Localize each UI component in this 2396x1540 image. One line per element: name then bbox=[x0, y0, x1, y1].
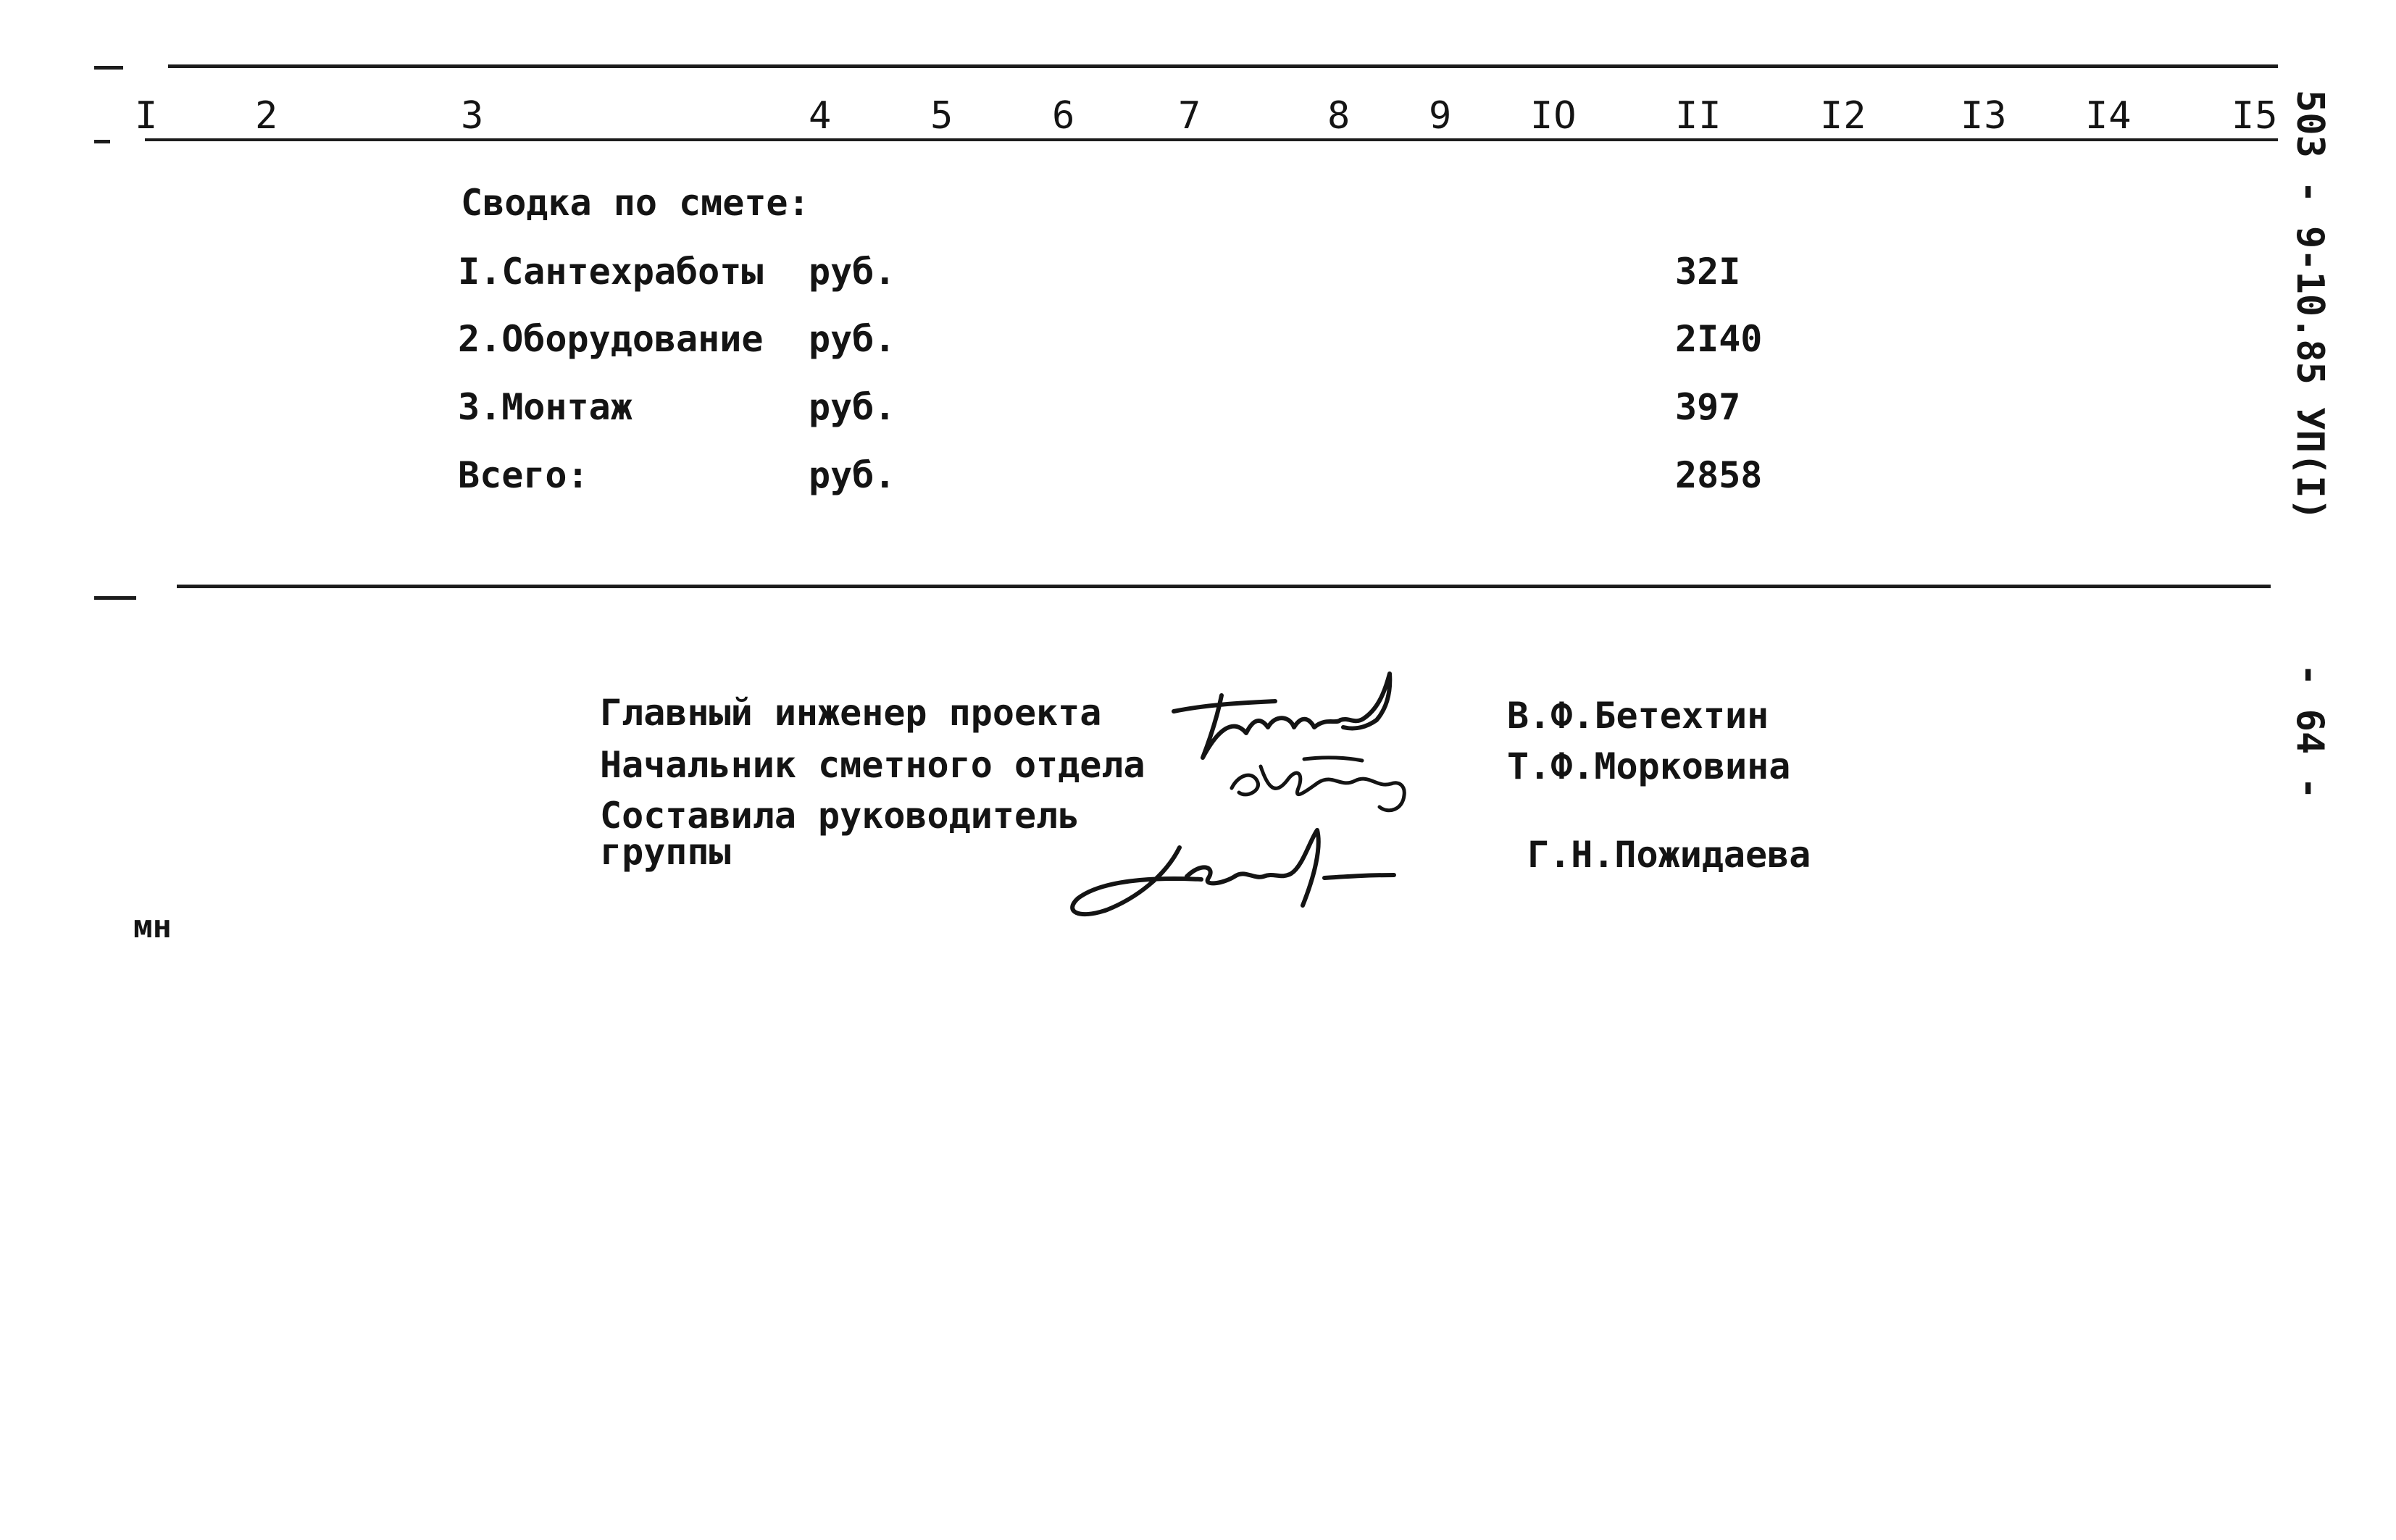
column-number: 3 bbox=[461, 94, 485, 138]
header-top-rule bbox=[168, 64, 2278, 68]
summary-row-value: 397 bbox=[1675, 386, 1741, 428]
summary-total-value: 2858 bbox=[1675, 454, 1763, 496]
header-bottom-rule bbox=[145, 138, 2278, 141]
column-number: I bbox=[135, 94, 159, 138]
signatory-name: В.Ф.Бетехтин bbox=[1507, 695, 1769, 737]
column-number: I3 bbox=[1961, 94, 2008, 138]
document-code: 503 - 9-10.85 УП(I) bbox=[2288, 90, 2332, 521]
summary-row-label: I.Сантехработы bbox=[458, 251, 764, 293]
column-number: I4 bbox=[2085, 94, 2132, 138]
column-number: IO bbox=[1530, 94, 1577, 138]
summary-row-value: 32I bbox=[1675, 251, 1741, 293]
signature-2-drawing bbox=[1217, 745, 1435, 824]
summary-total-unit: руб. bbox=[809, 454, 896, 496]
summary-row-unit: руб. bbox=[809, 386, 896, 428]
signatory-name: Г.Н.Пожидаева bbox=[1527, 834, 1811, 876]
signature-3-drawing bbox=[1064, 826, 1411, 920]
corner-mark: мн bbox=[133, 908, 172, 945]
header-left-tick-lower bbox=[94, 140, 110, 143]
header-left-tick bbox=[94, 66, 123, 70]
summary-heading: Сводка по смете: bbox=[461, 182, 810, 224]
signatory-position: Главный инженер проекта bbox=[600, 692, 1102, 734]
column-number: 6 bbox=[1052, 94, 1076, 138]
footer-left-tick bbox=[94, 596, 136, 600]
column-number: 7 bbox=[1178, 94, 1202, 138]
summary-row-unit: руб. bbox=[809, 318, 896, 360]
page-number: - 64 - bbox=[2288, 664, 2332, 800]
summary-row-value: 2I40 bbox=[1675, 318, 1763, 360]
summary-row-label: 2.Оборудование bbox=[458, 318, 764, 360]
signatory-name: Т.Ф.Морковина bbox=[1507, 745, 1791, 787]
signatory-position: группы bbox=[600, 831, 731, 873]
column-number: II bbox=[1675, 94, 1722, 138]
column-number: I5 bbox=[2232, 94, 2279, 138]
column-number: 2 bbox=[255, 94, 279, 138]
summary-total-label: Всего: bbox=[458, 454, 589, 496]
column-number: 8 bbox=[1327, 94, 1351, 138]
column-number: I2 bbox=[1820, 94, 1867, 138]
summary-row-label: 3.Монтаж bbox=[458, 386, 633, 428]
column-number: 5 bbox=[930, 94, 954, 138]
signatory-position: Начальник сметного отдела bbox=[600, 744, 1145, 786]
column-number: 9 bbox=[1429, 94, 1453, 138]
column-number: 4 bbox=[809, 94, 832, 138]
table-bottom-rule bbox=[177, 585, 2271, 588]
signatory-position: Составила руководитель bbox=[600, 795, 1080, 837]
summary-row-unit: руб. bbox=[809, 251, 896, 293]
